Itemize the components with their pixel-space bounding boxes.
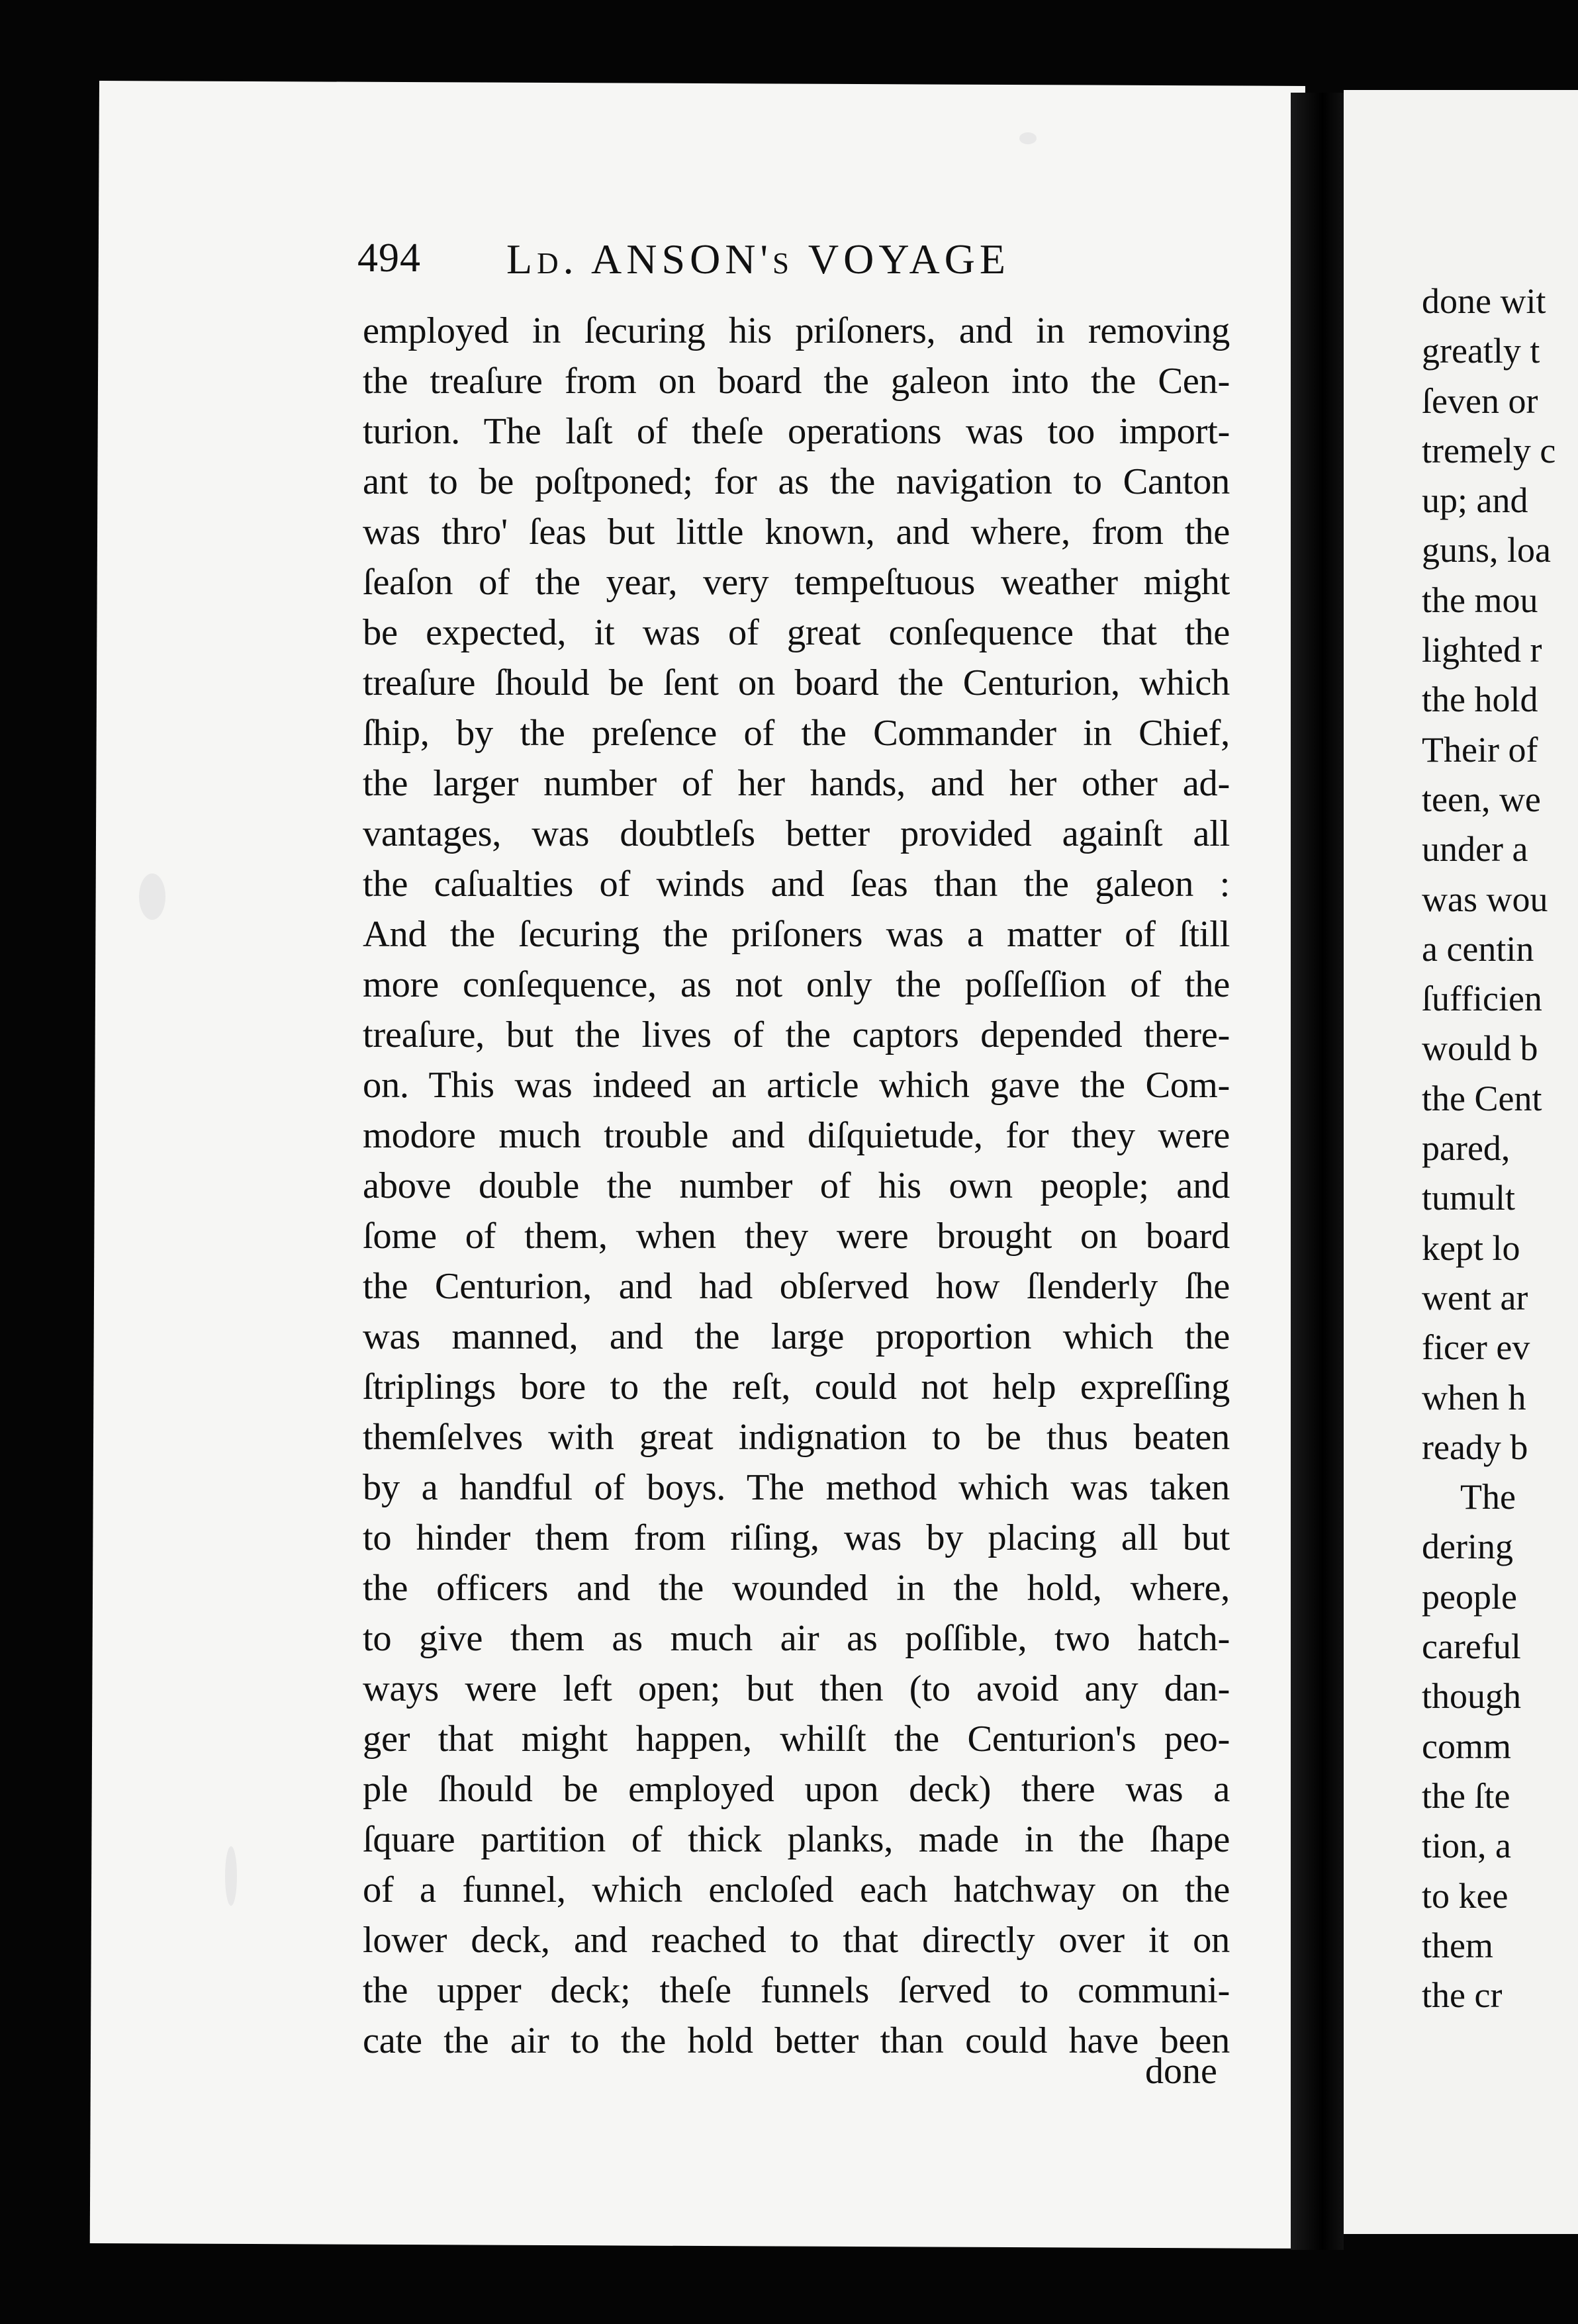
left-page-body-text [363,306,1230,2066]
text-line: the ſte [1422,1775,1510,1816]
text-line: done wit [1422,281,1546,321]
text-line: the officers and the wounded in the hold, where, [363,1568,1230,1609]
text-line: the mou [1422,580,1538,620]
text-line: them [1422,1925,1493,1965]
text-line: though [1422,1676,1522,1717]
text-line: kept lo [1422,1228,1520,1268]
text-line: treaſure ſhould be ſent on board the Centurion, which [363,662,1230,703]
text-line: teen, we [1422,779,1541,819]
text-line: ſeven or [1422,380,1538,421]
text-line: tremely c [1422,430,1556,470]
text-line: tion, a [1422,1826,1511,1866]
text-line: careful [1422,1627,1521,1667]
text-line: modore much trouble and diſquietude, for they were [363,1115,1230,1156]
text-line: employed in ſecuring his priſoners, and in removing [363,310,1230,351]
text-line: on. This was indeed an article which gave the Com- [363,1065,1230,1106]
text-line: greatly t [1422,331,1540,371]
text-line: of a funnel, which encloſed each hatchway on the [363,1869,1230,1910]
text-line: was manned, and the large proportion which the [363,1316,1230,1357]
text-line: more conſequence, as not only the poſſeſſion of the [363,964,1230,1005]
text-line: under a [1422,829,1528,870]
text-line: to hinder them from riſing, was by placing all but [363,1517,1230,1558]
text-line: would b [1422,1028,1538,1069]
text-line: ple ſhould be employed upon deck) there was a [363,1769,1230,1810]
text-line: to kee [1422,1875,1508,1916]
text-line: ſome of them, when they were brought on board [363,1216,1230,1257]
text-line: the Cent [1422,1078,1542,1118]
running-head-title: Ld. ANSON's VOYAGE [506,236,1011,283]
text-line: the hold [1422,680,1538,720]
text-line: pared, [1422,1128,1510,1169]
text-line: was thro' ſeas but little known, and where, from the [363,512,1230,553]
text-line: the cr [1422,1975,1503,2016]
text-line: vantages, was doubtleſs better provided againſt all [363,813,1230,854]
text-line: above double the number of his own people; and [363,1165,1230,1206]
text-line: people [1422,1576,1517,1617]
gutter-shadow [1291,93,1344,2250]
text-line: cate the air to the hold better than could have been [363,2020,1230,2061]
text-line: ficer ev [1422,1327,1530,1368]
paper-speck [1019,132,1037,144]
text-line: comm [1422,1726,1511,1766]
text-line: the caſualties of winds and ſeas than the galeon : [363,864,1230,905]
text-line: was wou [1422,879,1548,919]
text-line: ſquare partition of thick planks, made in the ſhape [363,1819,1230,1860]
catchword: done [1145,2051,1217,2092]
text-line: ways were left open; but then (to avoid any dan- [363,1668,1230,1709]
text-line: The [1460,1477,1516,1517]
text-line: be expected, it was of great conſequence that the [363,612,1230,653]
text-line: ger that might happen, whilſt the Centurion's peo- [363,1719,1230,1760]
text-line: treaſure, but the lives of the captors depended there- [363,1014,1230,1055]
text-line: ſeaſon of the year, very tempeſtuous weather might [363,562,1230,603]
text-line: by a handful of boys. The method which was taken [363,1467,1230,1508]
text-line: Their of [1422,729,1538,770]
page-number: 494 [357,236,421,281]
text-line: ant to be poſtponed; for as the navigation to Canton [363,461,1230,502]
text-line: lower deck, and reached to that directly over it on [363,1920,1230,1961]
text-line: dering [1422,1527,1513,1567]
text-line: ſufficien [1422,979,1542,1019]
text-line: up; and [1422,480,1528,521]
text-line: tumult [1422,1178,1516,1218]
text-line: the upper deck; theſe funnels ſerved to communi- [363,1970,1230,2011]
text-line: ready b [1422,1427,1528,1467]
paper-speck [139,873,165,920]
text-line: And the ſecuring the priſoners was a matter of ſtill [363,914,1230,955]
text-line: when h [1422,1377,1526,1417]
text-line: went ar [1422,1277,1528,1318]
text-line: lighted r [1422,630,1542,670]
text-line: ſtriplings bore to the reſt, could not help expreſſing [363,1366,1230,1408]
running-head [357,235,1218,288]
text-line: the Centurion, and had obſerved how ſlenderly ſhe [363,1266,1230,1307]
right-page-body-text [1422,277,1578,2020]
paper-speck [225,1846,237,1906]
text-line: themſelves with great indignation to be thus beaten [363,1417,1230,1458]
text-line: the treaſure from on board the galeon into the Cen- [363,361,1230,402]
text-line: a centin [1422,928,1534,969]
text-line: ſhip, by the preſence of the Commander in Chief, [363,713,1230,754]
text-line: guns, loa [1422,530,1551,570]
text-line: to give them as much air as poſſible, two hatch- [363,1618,1230,1659]
text-line: turion. The laſt of theſe operations was too import- [363,411,1230,452]
text-line: the larger number of her hands, and her other ad- [363,763,1230,804]
